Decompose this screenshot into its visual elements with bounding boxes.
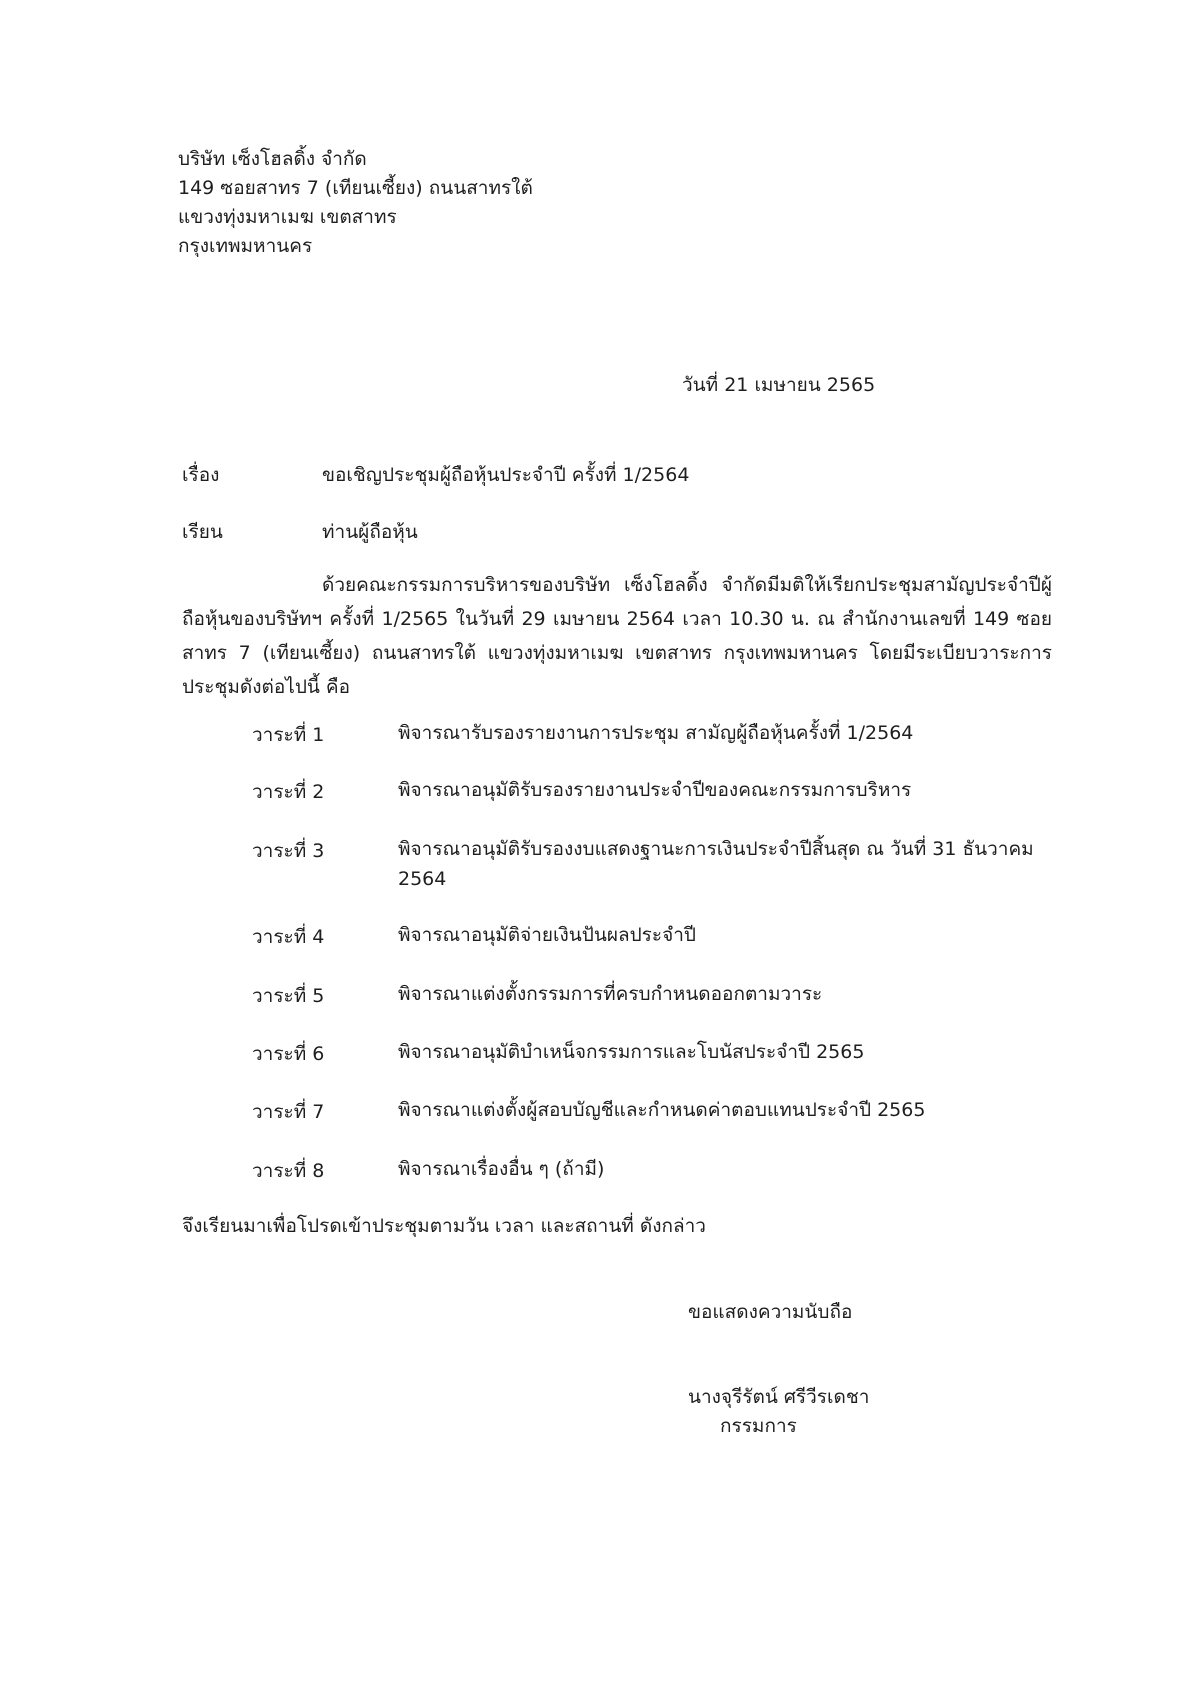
recipient-text: ท่านผู้ถือหุ้น bbox=[322, 521, 418, 543]
agenda-label: วาระที่ 4 bbox=[252, 926, 325, 948]
subject-text: ขอเชิญประชุมผู้ถือหุ้นประจำปี ครั้งที่ 1/2564 bbox=[322, 464, 690, 486]
subject-label: เรื่อง bbox=[182, 464, 220, 486]
agenda-text: พิจารณาอนุมัติจ่ายเงินปันผลประจำปี bbox=[398, 924, 696, 946]
sender-address-line2: แขวงทุ่งมหาเมฆ เขตสาทร bbox=[178, 206, 397, 228]
agenda-label: วาระที่ 1 bbox=[252, 724, 325, 746]
sender-address-line3: กรุงเทพมหานคร bbox=[178, 235, 313, 257]
agenda-text: พิจารณาแต่งตั้งผู้สอบบัญชีและกำหนดค่าตอบแทนประจำปี 2565 bbox=[398, 1099, 926, 1121]
agenda-text: พิจารณาอนุมัติรับรองงบแสดงฐานะการเงินประจำปีสิ้นสุด ณ วันที่ 31 ธันวาคม 2564 bbox=[398, 838, 1034, 890]
signatory-title: กรรมการ bbox=[720, 1415, 797, 1437]
agenda-text: พิจารณาอนุมัติรับรองรายงานประจำปีของคณะกรรมการบริหาร bbox=[398, 779, 912, 801]
agenda-label: วาระที่ 8 bbox=[252, 1160, 325, 1182]
closing-sentence: จึงเรียนมาเพื่อโปรดเข้าประชุมตามวัน เวลา และสถานที่ ดังกล่าว bbox=[182, 1215, 706, 1237]
agenda-label: วาระที่ 2 bbox=[252, 781, 325, 803]
agenda-text: พิจารณาแต่งตั้งกรรมการที่ครบกำหนดออกตามวาระ bbox=[398, 983, 823, 1005]
agenda-label: วาระที่ 5 bbox=[252, 985, 325, 1007]
agenda-text: พิจารณาเรื่องอื่น ๆ (ถ้ามี) bbox=[398, 1158, 605, 1180]
signatory-name: นางจุรีรัตน์ ศรีวีรเดชา bbox=[688, 1386, 870, 1408]
agenda-label: วาระที่ 6 bbox=[252, 1043, 325, 1065]
signoff: ขอแสดงความนับถือ bbox=[688, 1301, 853, 1323]
agenda-text: พิจารณาอนุมัติบำเหน็จกรรมการและโบนัสประจำปี 2565 bbox=[398, 1041, 865, 1063]
recipient-label: เรียน bbox=[182, 521, 223, 543]
body-paragraph: ด้วยคณะกรรมการบริหารของบริษัท เซ็งโฮลดิ้ง จำกัดมีมติให้เรียกประชุมสามัญประจำปีผู้ถือหุ้นของบริษัทฯ ครั้งที่ 1/2565 ในวันที่ 29 เมษายน 2564 เวลา 10.30 น. ณ สำนักงานเลขที่ 149 ซอยสาทร 7 (เทียนเซี้ยง) ถนนสาทรใต้ แขวงทุ่งมหาเมฆ เขตสาทร กรุงเทพมหานคร โดยมีระเบียบวาระการประชุมดังต่อไปนี้ คือ bbox=[182, 574, 1052, 698]
letter-date: วันที่ 21 เมษายน 2565 bbox=[682, 374, 876, 396]
agenda-label: วาระที่ 7 bbox=[252, 1101, 325, 1123]
sender-address-line1: 149 ซอยสาทร 7 (เทียนเซี้ยง) ถนนสาทรใต้ bbox=[178, 177, 533, 199]
agenda-text: พิจารณารับรองรายงานการประชุม สามัญผู้ถือหุ้นครั้งที่ 1/2564 bbox=[398, 722, 914, 744]
sender-company: บริษัท เซ็งโฮลดิ้ง จำกัด bbox=[178, 148, 367, 170]
agenda-label: วาระที่ 3 bbox=[252, 840, 325, 862]
